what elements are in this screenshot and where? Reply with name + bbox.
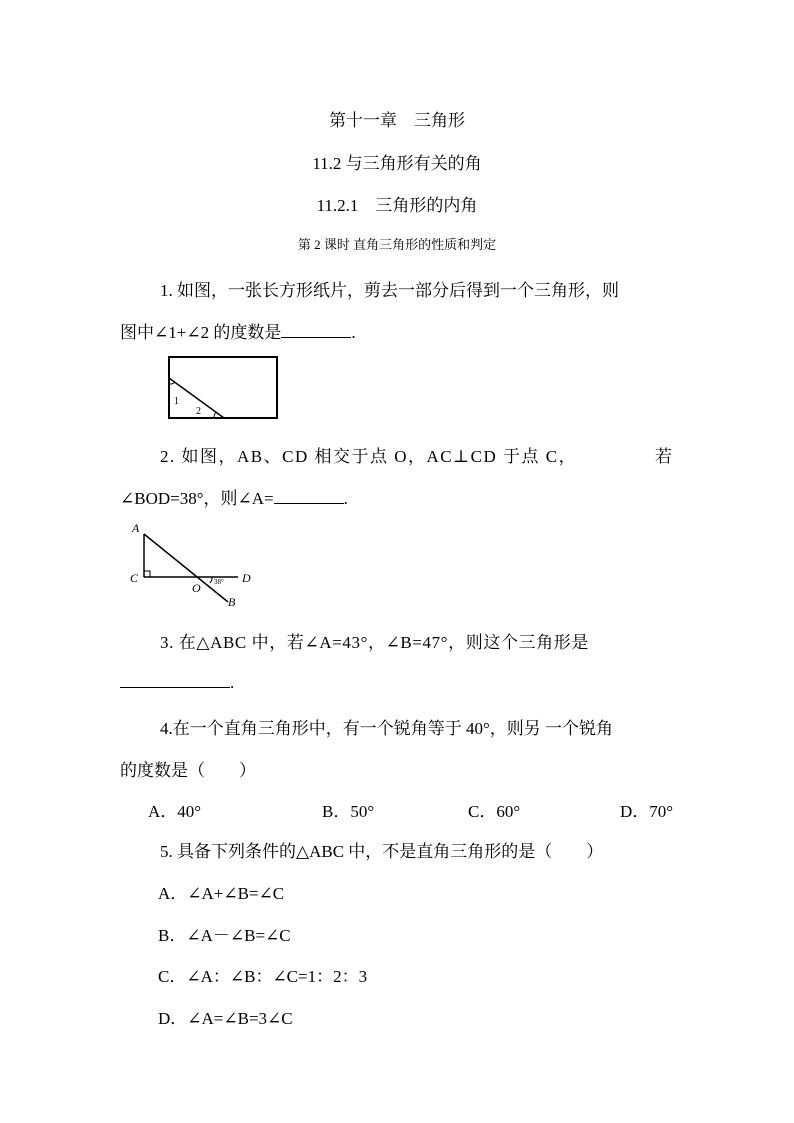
q4-line1: 4.在一个直角三角形中，有一个锐角等于 40°，则另 一个锐角 bbox=[160, 719, 614, 738]
q2-line2-end: . bbox=[343, 489, 348, 508]
q2-label-d: D bbox=[242, 571, 251, 585]
q5-option-c: C．∠A：∠B：∠C=1：2：3 bbox=[158, 967, 368, 986]
q2-line1: 2. 如图，AB、CD 相交于点 O，AC⊥CD 于点 C， bbox=[160, 447, 578, 466]
q2-angle-arc bbox=[210, 577, 212, 583]
q4-option-c: C．60° bbox=[468, 802, 521, 821]
q2-line2 bbox=[120, 484, 348, 509]
q1-line2 bbox=[120, 318, 356, 343]
q5-option-b: B．∠A－∠B=∠C bbox=[158, 926, 291, 945]
q3-line1: 3. 在△ABC 中，若∠A=43°，∠B=47°，则这个三角形是 bbox=[160, 633, 589, 652]
q3-line2-end: . bbox=[230, 673, 235, 692]
q2-segment-ab bbox=[144, 534, 228, 602]
q4-option-d: D．70° bbox=[620, 802, 674, 821]
q1-line2-end: . bbox=[351, 323, 356, 342]
chapter-title: 第十一章 三角形 bbox=[329, 111, 465, 130]
q3-answer-blank bbox=[120, 671, 230, 688]
q3-line2 bbox=[120, 671, 234, 693]
subsection-title: 11.2.1 三角形的内角 bbox=[316, 196, 478, 215]
q2-label-o: O bbox=[192, 581, 201, 595]
q2-label-b: B bbox=[228, 595, 236, 609]
q5-option-a: A．∠A+∠B=∠C bbox=[158, 884, 285, 903]
q1-answer-blank bbox=[281, 321, 351, 338]
q2-line1-end: 若 bbox=[655, 447, 672, 466]
q1-label-1: 1 bbox=[174, 396, 179, 407]
q1-line2-text: 图中∠1+∠2 的度数是 bbox=[120, 323, 282, 342]
q2-right-angle-mark bbox=[144, 571, 150, 577]
q4-option-a: A．40° bbox=[148, 802, 202, 821]
q1-rectangle bbox=[169, 357, 277, 418]
q2-line2-text: ∠BOD=38°，则∠A= bbox=[120, 489, 274, 508]
q1-line1: 1. 如图，一张长方形纸片，剪去一部分后得到一个三角形，则 bbox=[160, 281, 619, 300]
q1-rectangle-figure bbox=[168, 356, 280, 422]
q5-line1: 5. 具备下列条件的△ABC 中，不是直角三角形的是（ ） bbox=[160, 842, 604, 861]
q4-line2: 的度数是（ ） bbox=[120, 761, 256, 780]
q5-option-d: D．∠A=∠B=3∠C bbox=[158, 1009, 293, 1028]
q2-triangle-figure bbox=[128, 520, 268, 610]
q2-label-a: A bbox=[132, 521, 140, 535]
q2-label-c: C bbox=[130, 571, 139, 585]
section-title: 11.2 与三角形有关的角 bbox=[312, 154, 482, 173]
lesson-title: 第 2 课时 直角三角形的性质和判定 bbox=[297, 237, 497, 252]
q2-angle-label: 38° bbox=[214, 578, 224, 586]
q1-label-2: 2 bbox=[196, 406, 201, 417]
q2-answer-blank bbox=[274, 487, 344, 504]
q4-option-b: B．50° bbox=[322, 802, 375, 821]
